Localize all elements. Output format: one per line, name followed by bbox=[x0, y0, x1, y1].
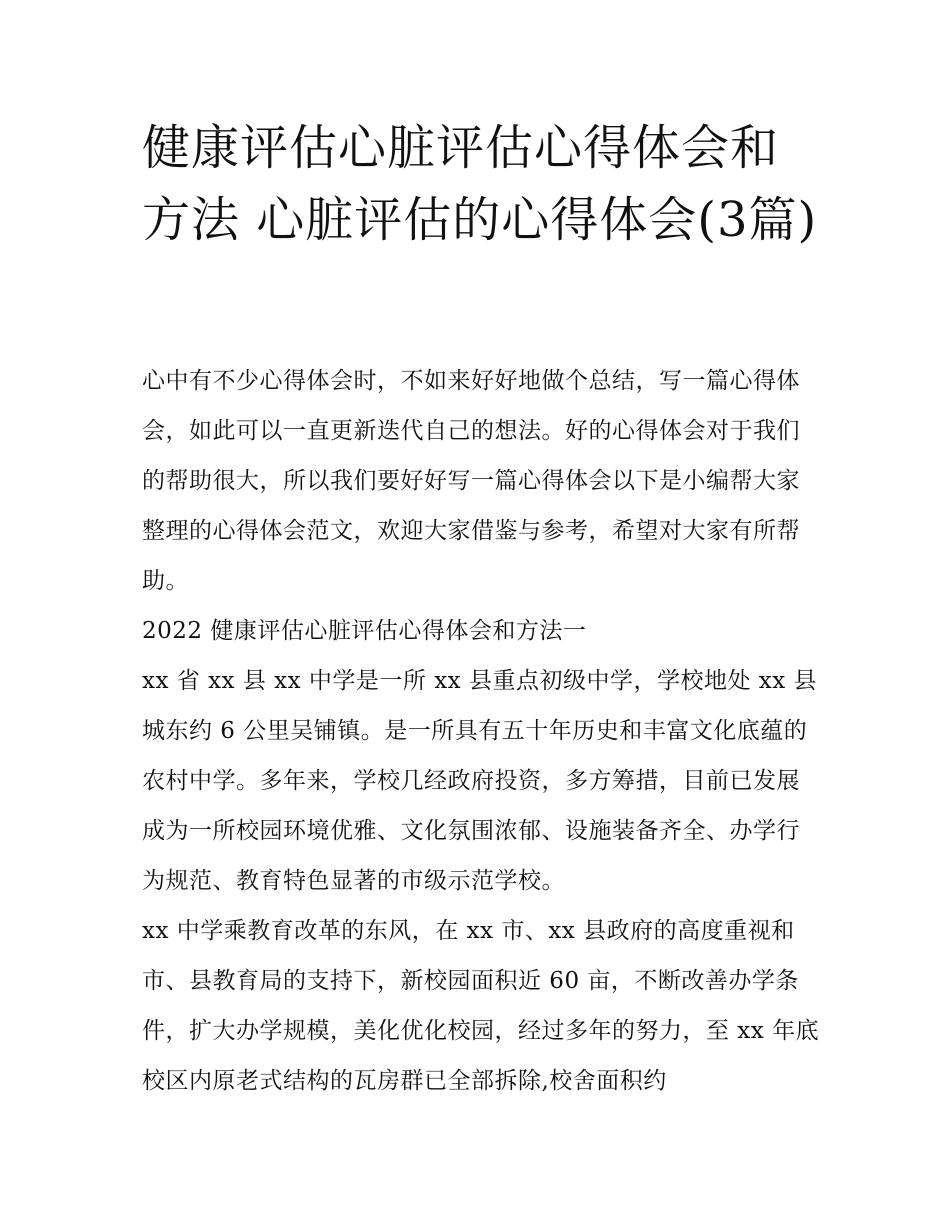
body-paragraph-1: xx 省 xx 县 xx 中学是一所 xx 县重点初级中学，学校地处 xx 县城东约 6 公里吴铺镇。是一所具有五十年历史和丰富文化底蕴的农村中学。多年来，学校几经政府投资，多方筹措，目前已发展成为一所校园环境优雅、文化氛围浓郁、设施装备齐全、办学行为规范、教育特色显著的市级示范学校。 bbox=[142, 668, 818, 894]
section-heading: 2022 健康评估心脏评估心得体会和方法一 bbox=[142, 618, 587, 644]
body-paragraph-2: xx 中学乘教育改革的东风，在 xx 市、xx 县政府的高度重视和市、县教育局的支持下，新校园面积近 60 亩，不断改善办学条件，扩大办学规模，美化优化校园，经过多年的努力，至 xx 年底校区内原老式结构的瓦房群已全部拆除,校舍面积约 bbox=[142, 918, 820, 1094]
document-title: 健康评估心脏评估心得体会和方法 心脏评估的心得体会(3篇) bbox=[142, 120, 818, 248]
intro-paragraph: 心中有不少心得体会时，不如来好好地做个总结，写一篇心得体会，如此可以一直更新迭代自己的想法。好的心得体会对于我们的帮助很大，所以我们要好好写一篇心得体会以下是小编帮大家整理的心得体会范文，欢迎大家借鉴与参考，希望对大家有所帮助。 bbox=[142, 368, 800, 594]
